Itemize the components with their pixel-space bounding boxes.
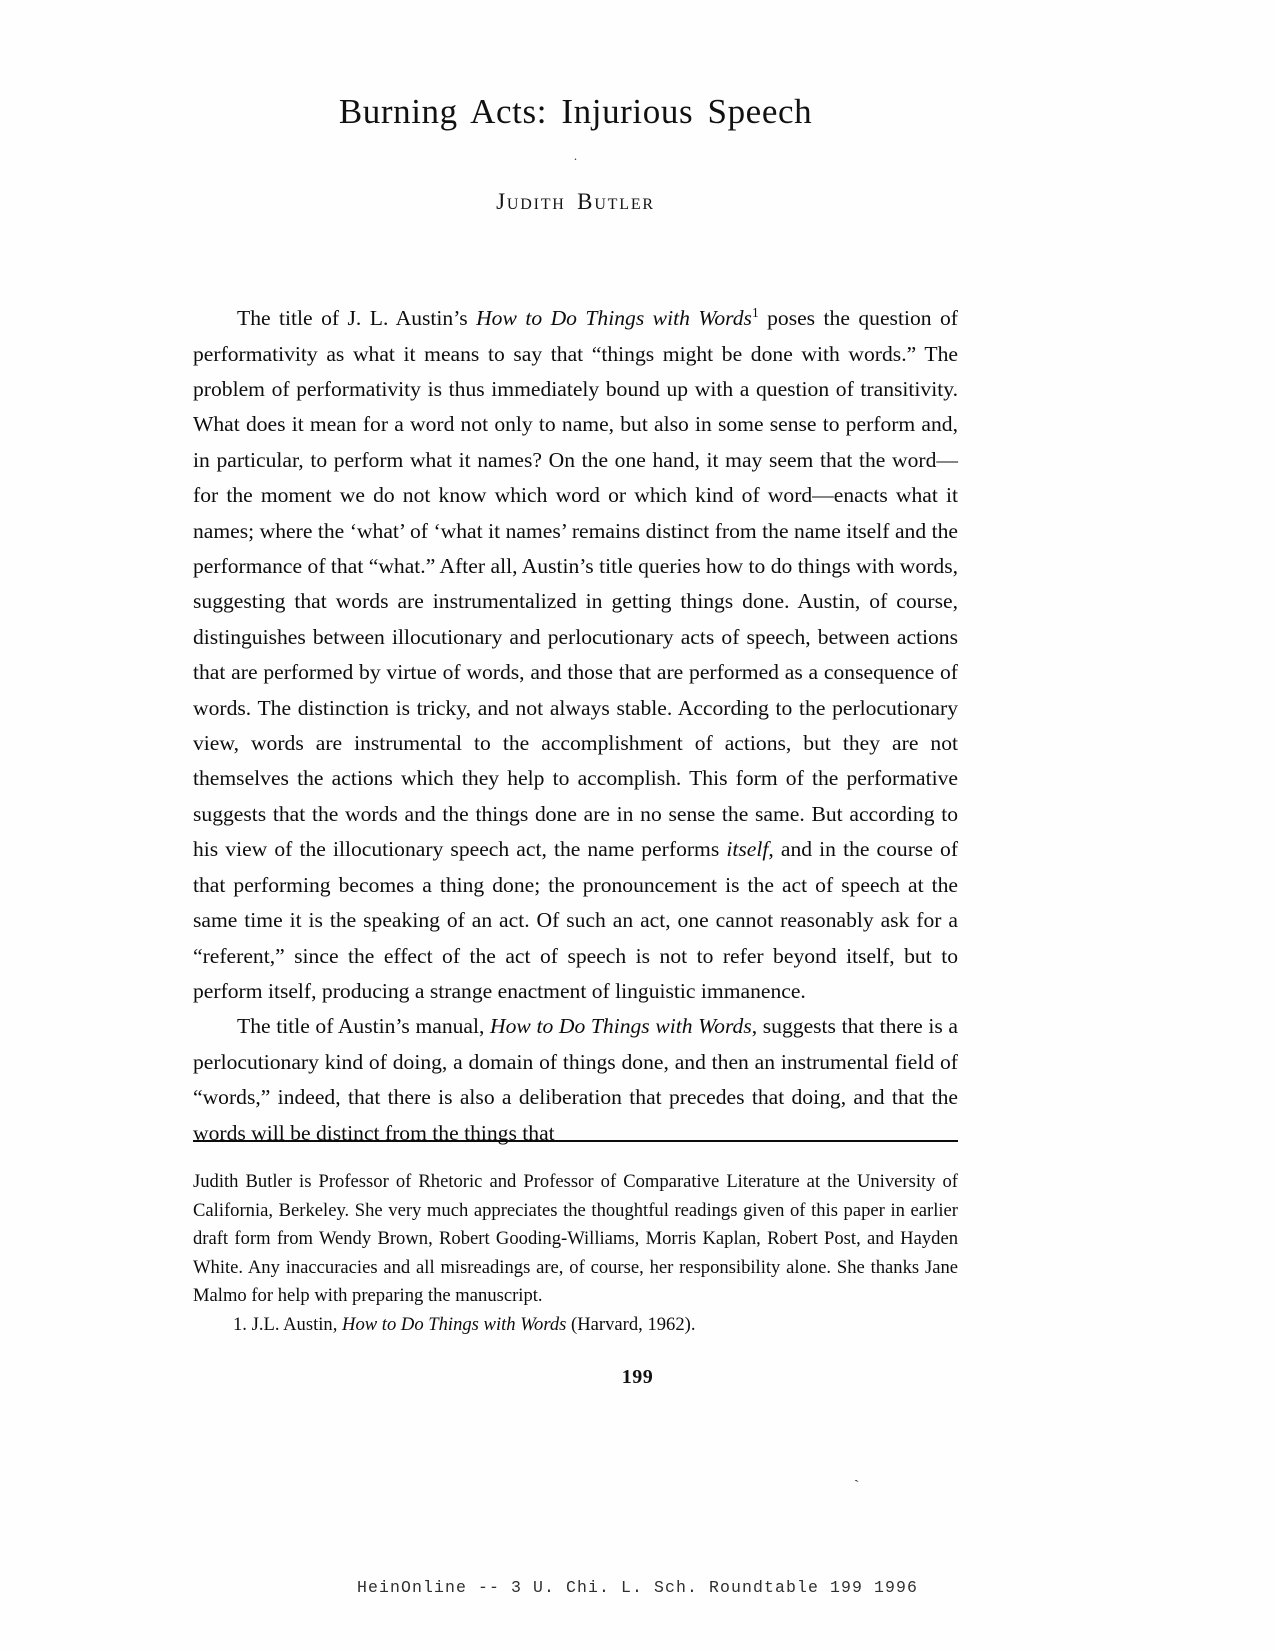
title-block: [193, 0, 958, 215]
paragraph-1: [193, 301, 958, 1009]
paragraph-2: [193, 1009, 958, 1151]
body-text: [193, 215, 958, 1151]
stray-scan-mark: ˋ: [853, 1477, 864, 1495]
footnote-1-segment-1: J.L. Austin,: [246, 1313, 343, 1335]
footnote-1-book-title: How to Do Things with Words: [342, 1313, 567, 1335]
footnote-reference-1[interactable]: 1: [751, 305, 759, 320]
heinonline-citation-footer: HeinOnline -- 3 U. Chi. L. Sch. Roundtable 199 1996: [356, 1578, 919, 1597]
page-title: Burning Acts: Injurious Speech: [338, 92, 813, 131]
footnote-item-1: [193, 1311, 958, 1340]
paragraph-1-segment-1: The title of J. L. Austin’s: [237, 306, 477, 331]
text-column: [193, 0, 958, 1151]
book-title-italic-1: How to Do Things with Words: [476, 306, 752, 331]
stray-dot-mark: .: [573, 148, 578, 164]
page-number: 199: [621, 1366, 654, 1388]
paragraph-1-segment-3: , and in the course of that performing becomes a thing done; the pronouncement is the act of speech at the same time it is the speaking of an act. Of such an act, one cannot reasonably ask for a “referent,” since the effect of the act of speech is not to refer beyond itself, but to perform itself, producing a strange enactment of linguistic immanence.: [193, 837, 959, 1003]
book-title-italic-2: How to Do Things with Words: [490, 1014, 752, 1039]
paragraph-2-segment-1: The title of Austin’s manual,: [237, 1014, 491, 1039]
author-byline: Judith Butler: [496, 189, 655, 215]
footnote-number-1: 1.: [233, 1313, 247, 1335]
footnote-separator-rule: [193, 1140, 958, 1142]
footnote-block: [193, 1168, 958, 1340]
paragraph-1-segment-2: poses the question of performativity as what it means to say that “things might be done with words.” The problem of performativity is thus immediately bound up with a question of transitivity. What does it mean for a word not only to name, but also in some sense to perform and, in particular, to perform what it names? On the one hand, it may seem that the word—for the moment we do not know which word or which kind of word—enacts what it names; where the ‘what’ of ‘what it names’ remains distinct from the name itself and the performance of that “what.” After all, Austin’s title queries how to do things with words, suggesting that words are instrumentalized in getting things done. Austin, of course, distinguishes between illocutionary and perlocutionary acts of speech, between actions that are performed by virtue of words, and those that are performed as a consequence of words. The distinction is tricky, and not always stable. According to the perlocutionary view, words are instrumental to the accomplishment of actions, but they are not themselves the actions which they help to accomplish. This form of the performative suggests that the words and the things done are in no sense the same. But according to his view of the illocutionary speech act, the name performs: [193, 306, 958, 862]
paragraph-2-segment-2: , suggests that there is a perlocutionary kind of doing, a domain of things done, and then an instrumental field of “words,” indeed, that there is also a deliberation that precedes that doing, and that the words will be distinct from the things that: [193, 1014, 958, 1145]
footnote-1-segment-2: (Harvard, 1962).: [566, 1313, 696, 1335]
author-bio-note: Judith Butler is Professor of Rhetoric and Professor of Comparative Literature at the University of California, Berkeley. She very much appreciates the thoughtful readings given of this paper in earlier draft form from Wendy Brown, Robert Gooding-Williams, Morris Kaplan, Robert Post, and Hayden White. Any inaccuracies and all misreadings are, of course, her responsibility alone. She thanks Jane Malmo for help with preparing the manuscript.: [193, 1171, 958, 1307]
emphasis-itself: itself: [726, 837, 769, 862]
